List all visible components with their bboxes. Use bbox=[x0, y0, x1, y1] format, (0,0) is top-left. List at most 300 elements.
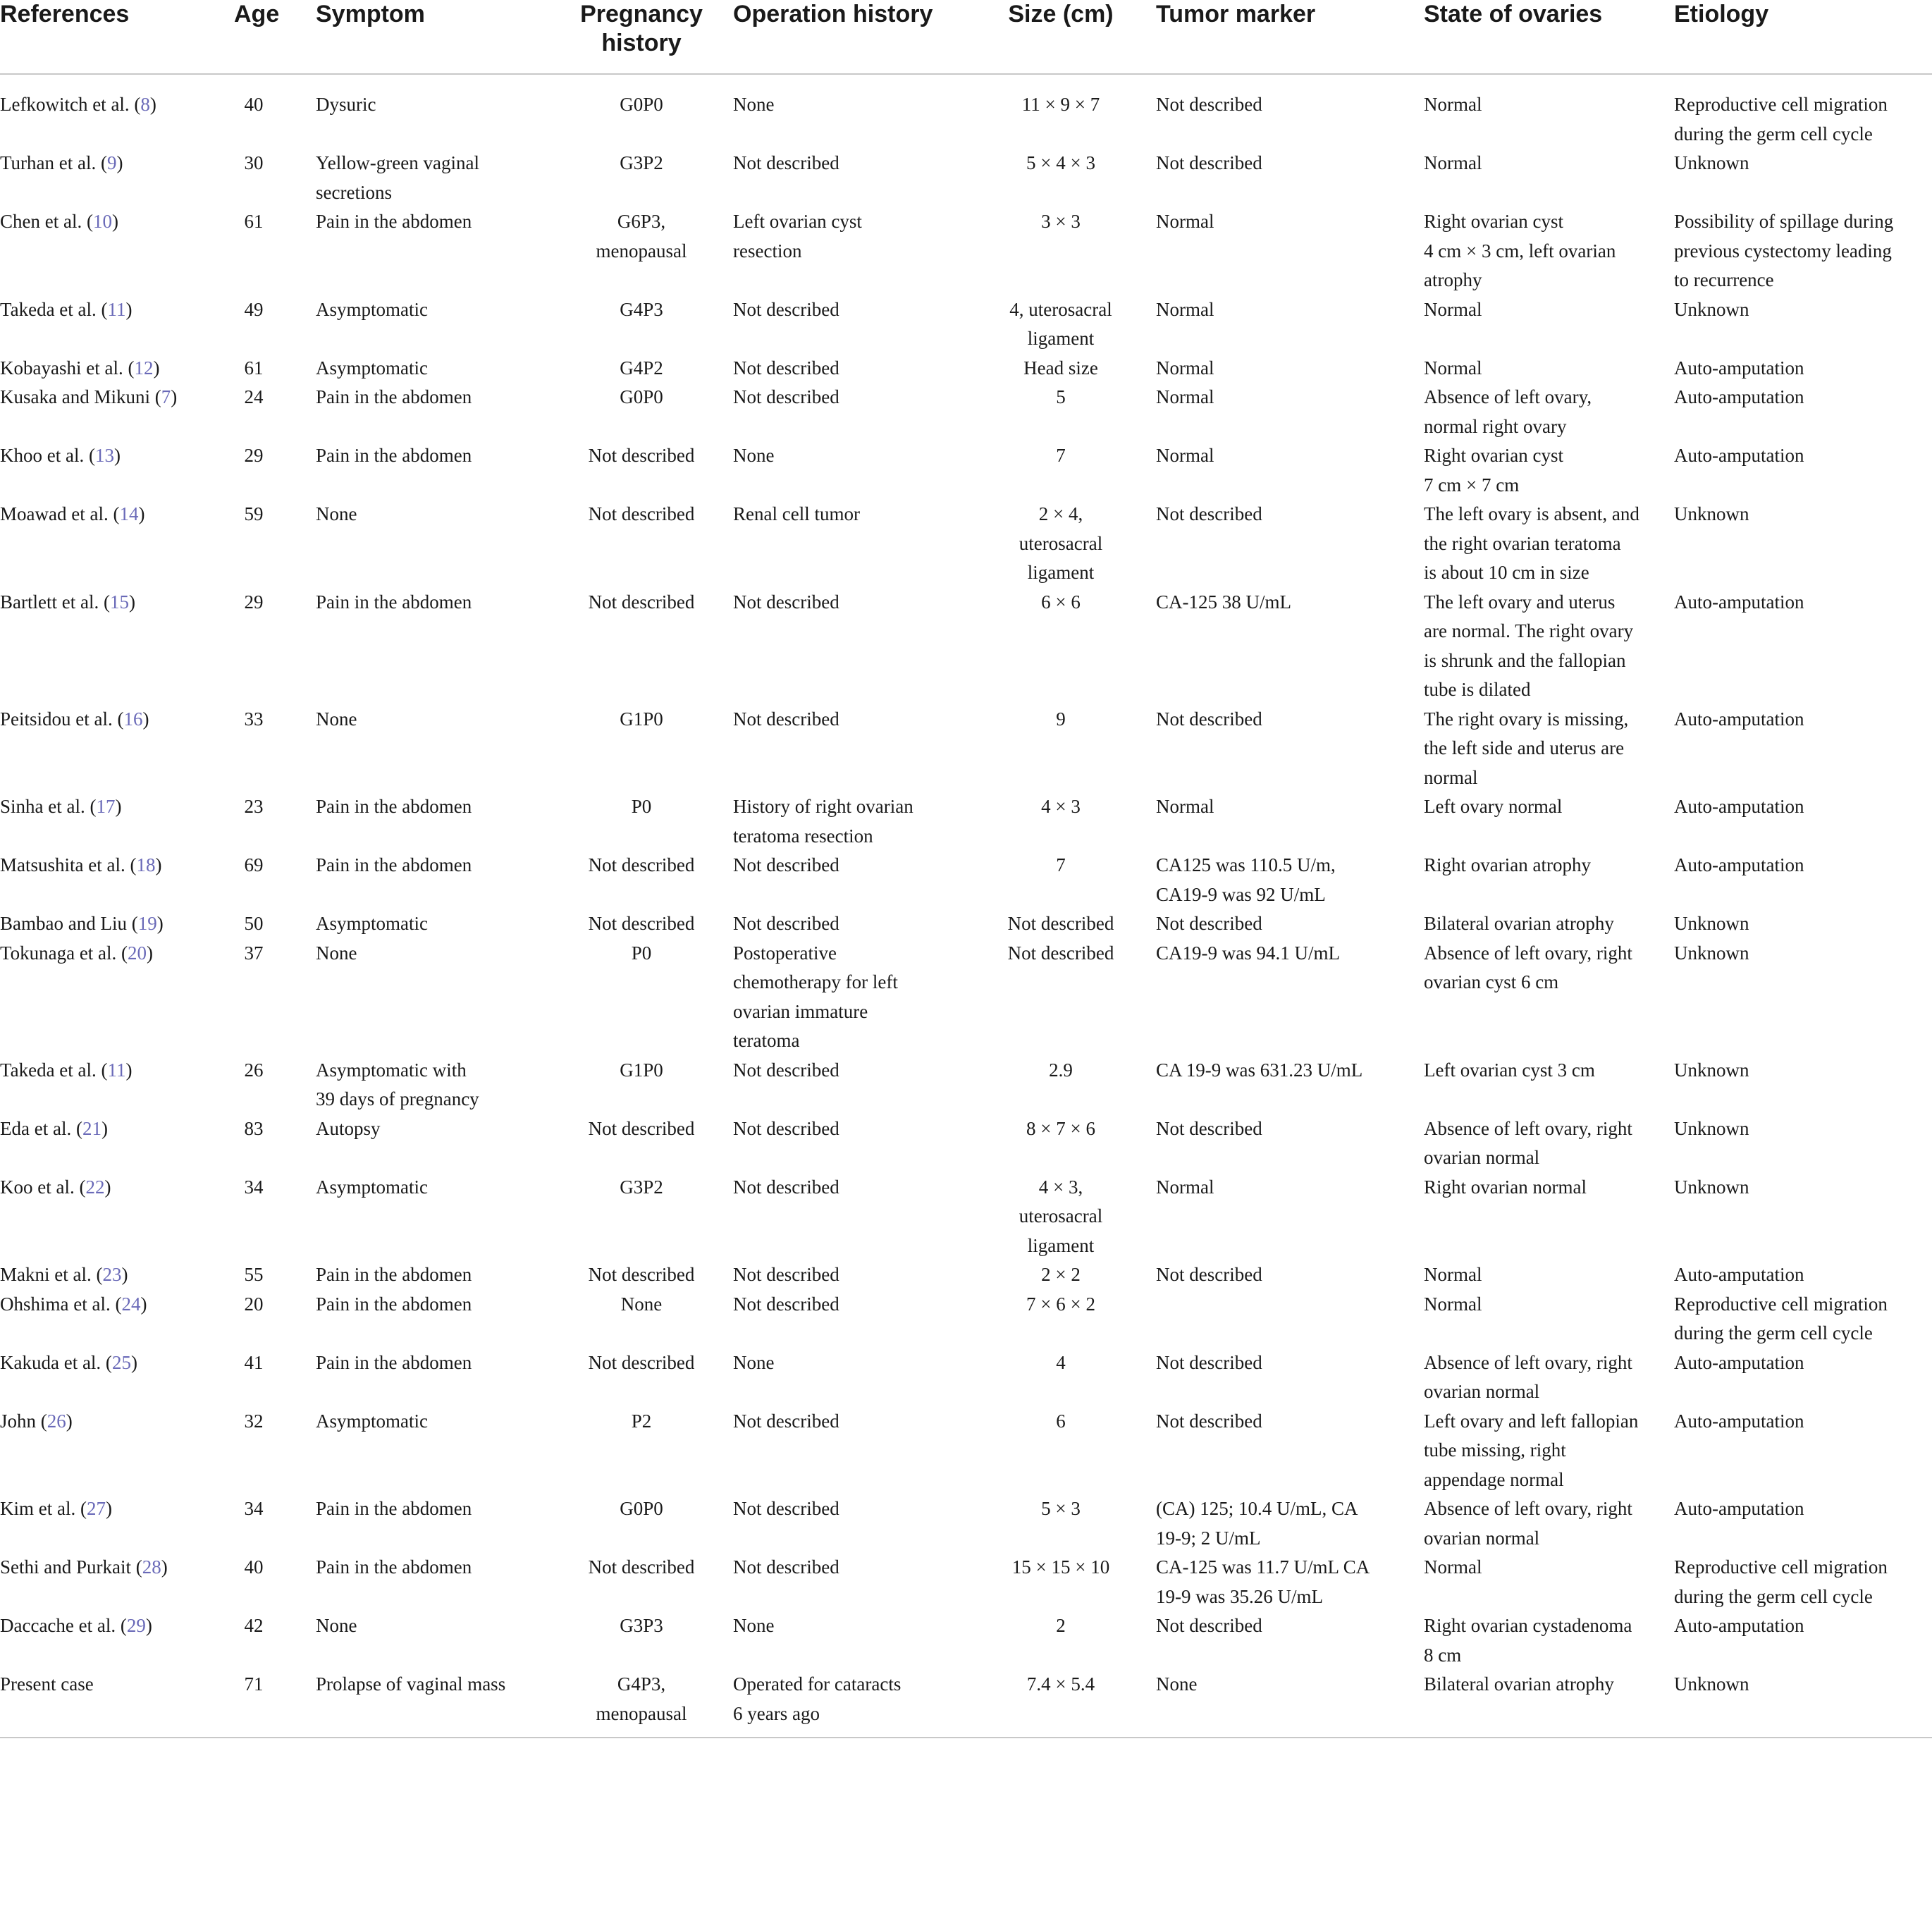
reference-author: Koo et al. ( bbox=[0, 1176, 86, 1198]
cell-state-of-ovaries: Bilateral ovarian atrophy bbox=[1424, 913, 1614, 934]
cell-pregnancy-history: Not described bbox=[588, 913, 695, 934]
cell-reference bbox=[0, 1056, 219, 1114]
reference-author: Kim et al. ( bbox=[0, 1498, 87, 1519]
reference-number-link[interactable]: 27 bbox=[86, 1498, 106, 1519]
cell-symptom: Pain in the abdomen bbox=[316, 591, 472, 613]
cell-symptom: Autopsy bbox=[316, 1117, 381, 1139]
cell-reference bbox=[0, 1407, 219, 1495]
cell-symptom: Pain in the abdomen bbox=[316, 445, 472, 466]
table-row bbox=[0, 383, 1932, 441]
cell-age: 33 bbox=[244, 708, 264, 730]
cell-size: 6 bbox=[1056, 1410, 1066, 1432]
cell-reference bbox=[0, 1290, 219, 1348]
cell-pregnancy-history: G4P3, menopausal bbox=[550, 1670, 733, 1738]
cell-age: 49 bbox=[244, 298, 264, 320]
cell-size: 5 × 3 bbox=[1041, 1498, 1081, 1519]
cell-operation-history: Not described bbox=[733, 708, 839, 730]
cell-etiology: Auto-amputation bbox=[1674, 1351, 1804, 1373]
cell-etiology: Possibility of spillage during previous cystectomy leading to recurrence bbox=[1674, 211, 1894, 290]
cell-state-of-ovaries: Normal bbox=[1424, 152, 1482, 173]
cell-state-of-ovaries: Absence of left ovary, normal right ovary bbox=[1424, 386, 1592, 437]
cell-state-of-ovaries: Normal bbox=[1424, 298, 1482, 320]
cell-size: 5 bbox=[1056, 386, 1066, 407]
table-row bbox=[0, 705, 1932, 793]
reference-number-link[interactable]: 16 bbox=[123, 708, 143, 730]
header-state-of-ovaries: State of ovaries bbox=[1399, 0, 1664, 74]
table-row bbox=[0, 500, 1932, 588]
cell-state-of-ovaries: Left ovary normal bbox=[1424, 796, 1563, 817]
cell-state-of-ovaries: The left ovary and uterus are normal. The right ovary is shrunk and the fallopian tube is dilated bbox=[1424, 591, 1634, 700]
reference-number-link[interactable]: 21 bbox=[82, 1117, 101, 1139]
table-row bbox=[0, 1553, 1932, 1611]
reference-close-paren: ) bbox=[121, 1264, 128, 1285]
reference-number-link[interactable]: 18 bbox=[136, 854, 156, 875]
cell-age: 32 bbox=[244, 1410, 264, 1432]
header-references: References bbox=[0, 0, 219, 74]
reference-close-paren: ) bbox=[104, 1176, 111, 1198]
cell-size: 4, uterosacral ligament bbox=[1009, 298, 1112, 349]
header-age: Age bbox=[219, 0, 289, 74]
cell-state-of-ovaries: Normal bbox=[1424, 1264, 1482, 1285]
cell-symptom: Prolapse of vaginal mass bbox=[289, 1670, 550, 1738]
table-row bbox=[0, 149, 1932, 207]
cell-reference bbox=[0, 74, 219, 149]
cell-symptom: Pain in the abdomen bbox=[316, 1351, 472, 1373]
table-row bbox=[0, 851, 1932, 909]
cell-age: 59 bbox=[244, 503, 264, 524]
cell-operation-history: Not described bbox=[733, 1117, 839, 1139]
cell-pregnancy-history: G0P0 bbox=[620, 1498, 663, 1519]
cell-symptom: Pain in the abdomen bbox=[316, 796, 472, 817]
cell-tumor-marker: None bbox=[1135, 1670, 1399, 1738]
cell-symptom: Pain in the abdomen bbox=[316, 854, 472, 875]
cell-tumor-marker: Not described bbox=[1156, 1117, 1262, 1139]
cell-state-of-ovaries: Left ovary and left fallopian tube missing, right appendage normal bbox=[1424, 1410, 1639, 1490]
reference-close-paren: ) bbox=[161, 1556, 168, 1578]
cell-size: 3 × 3 bbox=[1041, 211, 1081, 232]
cell-reference bbox=[0, 1260, 219, 1290]
cell-reference bbox=[0, 1114, 219, 1173]
cell-size: 6 × 6 bbox=[1041, 591, 1081, 613]
cell-reference bbox=[0, 207, 219, 295]
cell-operation-history: Not described bbox=[733, 1498, 839, 1519]
cell-reference bbox=[0, 1670, 219, 1738]
cell-tumor-marker: Not described bbox=[1156, 94, 1262, 115]
reference-close-paren: ) bbox=[115, 796, 122, 817]
cell-reference bbox=[0, 1173, 219, 1261]
reference-number-link[interactable]: 26 bbox=[47, 1410, 66, 1432]
cell-reference bbox=[0, 851, 219, 909]
cell-reference bbox=[0, 588, 219, 705]
cell-tumor-marker: Not described bbox=[1156, 1264, 1262, 1285]
cell-state-of-ovaries: Left ovarian cyst 3 cm bbox=[1424, 1059, 1595, 1081]
cell-pregnancy-history: Not described bbox=[588, 1556, 695, 1578]
table-row bbox=[0, 1290, 1932, 1348]
cell-reference bbox=[0, 354, 219, 383]
cell-symptom: Asymptomatic bbox=[316, 298, 428, 320]
cell-symptom: Asymptomatic bbox=[316, 1176, 428, 1198]
cell-size: Not described bbox=[1007, 942, 1114, 964]
table-row bbox=[0, 207, 1932, 295]
cell-symptom: Pain in the abdomen bbox=[316, 1498, 472, 1519]
cell-tumor-marker: Not described bbox=[1156, 1615, 1262, 1636]
cell-age: 37 bbox=[244, 942, 264, 964]
cell-size: 4 bbox=[1056, 1351, 1066, 1373]
cell-size: 2 bbox=[1056, 1615, 1066, 1636]
cell-reference bbox=[0, 792, 219, 851]
reference-author: Kobayashi et al. ( bbox=[0, 357, 135, 379]
cell-operation-history: None bbox=[733, 1615, 775, 1636]
cell-symptom: None bbox=[316, 503, 357, 524]
cell-reference bbox=[0, 1553, 219, 1611]
cell-size: 8 × 7 × 6 bbox=[1026, 1117, 1095, 1139]
cell-etiology: Unknown bbox=[1664, 1670, 1932, 1738]
table-row bbox=[0, 1260, 1932, 1290]
cell-age: 29 bbox=[244, 591, 264, 613]
reference-close-paren: ) bbox=[138, 503, 145, 524]
cell-tumor-marker: Not described bbox=[1156, 708, 1262, 730]
cell-reference bbox=[0, 295, 219, 354]
cell-pregnancy-history: Not described bbox=[588, 1117, 695, 1139]
reference-author: Turhan et al. ( bbox=[0, 152, 107, 173]
cell-tumor-marker: Not described bbox=[1156, 152, 1262, 173]
reference-number-link[interactable]: 29 bbox=[126, 1615, 146, 1636]
cell-reference bbox=[0, 1494, 219, 1553]
table-row bbox=[0, 354, 1932, 383]
reference-author: Khoo et al. ( bbox=[0, 445, 95, 466]
reference-number-link[interactable]: 19 bbox=[137, 913, 157, 934]
cell-operation-history: Not described bbox=[733, 1176, 839, 1198]
cell-reference bbox=[0, 1611, 219, 1670]
cell-pregnancy-history: G3P3 bbox=[620, 1615, 663, 1636]
cell-etiology: Unknown bbox=[1674, 1176, 1749, 1198]
table-row bbox=[0, 1611, 1932, 1670]
cell-age: 40 bbox=[244, 1556, 264, 1578]
cell-reference bbox=[0, 441, 219, 500]
cell-size: 2 × 4, uterosacral ligament bbox=[1019, 503, 1103, 583]
cell-etiology: Auto-amputation bbox=[1674, 796, 1804, 817]
reference-author: Kusaka and Mikuni ( bbox=[0, 386, 161, 407]
reference-number-link[interactable]: 14 bbox=[119, 503, 139, 524]
cell-size: 7 bbox=[1056, 854, 1066, 875]
cell-age: 29 bbox=[244, 445, 264, 466]
cell-operation-history: Left ovarian cyst resection bbox=[733, 211, 862, 262]
cell-age: 55 bbox=[244, 1264, 264, 1285]
table-row bbox=[0, 1348, 1932, 1407]
cell-tumor-marker: Normal bbox=[1156, 211, 1214, 232]
cell-operation-history: None bbox=[733, 1351, 775, 1373]
cell-age: 23 bbox=[244, 796, 264, 817]
cell-etiology: Auto-amputation bbox=[1674, 1615, 1804, 1636]
cell-tumor-marker: CA-125 38 U/mL bbox=[1156, 591, 1291, 613]
cell-tumor-marker: CA19-9 was 94.1 U/mL bbox=[1156, 942, 1340, 964]
reference-author: Makni et al. ( bbox=[0, 1264, 103, 1285]
reference-author: Matsushita et al. ( bbox=[0, 854, 137, 875]
cell-operation-history: Not described bbox=[733, 386, 839, 407]
cell-pregnancy-history: G4P2 bbox=[620, 357, 663, 379]
table-body bbox=[0, 74, 1932, 1738]
table-row bbox=[0, 1407, 1932, 1495]
cell-etiology: Auto-amputation bbox=[1674, 445, 1804, 466]
cell-state-of-ovaries: Normal bbox=[1424, 94, 1482, 115]
cell-symptom: Pain in the abdomen bbox=[316, 386, 472, 407]
cell-symptom: None bbox=[316, 708, 357, 730]
table-row bbox=[0, 588, 1932, 705]
reference-number-link[interactable]: 10 bbox=[92, 211, 112, 232]
cell-size: 15 × 15 × 10 bbox=[1011, 1556, 1110, 1578]
cell-etiology: Reproductive cell migration during the germ cell cycle bbox=[1674, 1293, 1888, 1344]
cell-age: 50 bbox=[244, 913, 264, 934]
cell-etiology: Unknown bbox=[1674, 298, 1749, 320]
reference-author: Sinha et al. ( bbox=[0, 796, 97, 817]
cell-pregnancy-history: None bbox=[620, 1293, 663, 1315]
reference-author: Takeda et al. ( bbox=[0, 298, 108, 320]
cell-pregnancy-history: Not described bbox=[588, 445, 695, 466]
reference-number-link[interactable]: 24 bbox=[121, 1293, 141, 1315]
reference-close-paren: ) bbox=[66, 1410, 73, 1432]
reference-number-link[interactable]: 13 bbox=[94, 445, 114, 466]
cell-reference bbox=[0, 1348, 219, 1407]
reference-author: Takeda et al. ( bbox=[0, 1059, 108, 1081]
cell-symptom: None bbox=[316, 1615, 357, 1636]
reference-number-link[interactable]: 7 bbox=[161, 386, 171, 407]
cell-symptom: Asymptomatic bbox=[316, 913, 428, 934]
cell-pregnancy-history: G3P2 bbox=[620, 1176, 663, 1198]
cell-reference bbox=[0, 500, 219, 588]
cell-etiology: Reproductive cell migration during the germ cell cycle bbox=[1674, 1556, 1888, 1607]
cell-reference bbox=[0, 149, 219, 207]
reference-author: Daccache et al. ( bbox=[0, 1615, 127, 1636]
cell-etiology: Auto-amputation bbox=[1674, 1264, 1804, 1285]
cell-symptom: Asymptomatic bbox=[316, 357, 428, 379]
table-row bbox=[0, 441, 1932, 500]
table-row bbox=[0, 939, 1932, 1056]
table-row bbox=[0, 1173, 1932, 1261]
cell-pregnancy-history: G1P0 bbox=[620, 1059, 663, 1081]
cell-operation-history: Not described bbox=[733, 298, 839, 320]
cell-tumor-marker: Normal bbox=[1156, 796, 1214, 817]
cell-symptom: Pain in the abdomen bbox=[316, 1293, 472, 1315]
reference-close-paren: ) bbox=[101, 1117, 108, 1139]
cell-operation-history: Not described bbox=[733, 152, 839, 173]
cell-tumor-marker: Not described bbox=[1156, 1351, 1262, 1373]
cell-size: 4 × 3, uterosacral ligament bbox=[1019, 1176, 1103, 1256]
cell-state-of-ovaries: The right ovary is missing, the left side and uterus are normal bbox=[1424, 708, 1629, 788]
cell-tumor-marker: Normal bbox=[1156, 298, 1214, 320]
cell-size: Head size bbox=[1023, 357, 1098, 379]
cell-operation-history: Renal cell tumor bbox=[733, 503, 860, 524]
reference-author: Ohshima et al. ( bbox=[0, 1293, 122, 1315]
cell-pregnancy-history: Not described bbox=[588, 1264, 695, 1285]
cell-age: 41 bbox=[244, 1351, 264, 1373]
header-size: Size (cm) bbox=[987, 0, 1135, 74]
cell-pregnancy-history: Not described bbox=[588, 591, 695, 613]
cell-state-of-ovaries: Right ovarian cyst 7 cm × 7 cm bbox=[1424, 445, 1563, 496]
cell-etiology: Unknown bbox=[1674, 1059, 1749, 1081]
cell-age: 83 bbox=[244, 1117, 264, 1139]
reference-number-link[interactable]: 11 bbox=[107, 1059, 126, 1081]
reference-close-paren: ) bbox=[147, 942, 154, 964]
table-row bbox=[0, 1494, 1932, 1553]
reference-author: John ( bbox=[0, 1410, 47, 1432]
cell-age: 34 bbox=[244, 1498, 264, 1519]
cell-etiology: Reproductive cell migration during the germ cell cycle bbox=[1674, 94, 1888, 145]
cell-symptom: Pain in the abdomen bbox=[316, 1556, 472, 1578]
cell-state-of-ovaries: Absence of left ovary, right ovarian normal bbox=[1424, 1117, 1632, 1168]
cell-size: 2 × 2 bbox=[1041, 1264, 1081, 1285]
cell-state-of-ovaries: Normal bbox=[1424, 1293, 1482, 1315]
cell-reference bbox=[0, 383, 219, 441]
reference-close-paren: ) bbox=[130, 1351, 137, 1373]
cell-age: 30 bbox=[244, 152, 264, 173]
cell-operation-history: Not described bbox=[733, 1293, 839, 1315]
cell-age: 40 bbox=[244, 94, 264, 115]
reference-number-link[interactable]: 25 bbox=[111, 1351, 131, 1373]
cell-operation-history: Not described bbox=[733, 1556, 839, 1578]
reference-number-link[interactable]: 23 bbox=[102, 1264, 122, 1285]
cell-etiology: Unknown bbox=[1674, 503, 1749, 524]
cell-pregnancy-history: G1P0 bbox=[620, 708, 663, 730]
reference-number-link[interactable]: 8 bbox=[140, 94, 150, 115]
cell-operation-history: Not described bbox=[733, 357, 839, 379]
header-pregnancy-history: Pregnancy history bbox=[550, 0, 733, 74]
cell-state-of-ovaries: Right ovarian cystadenoma 8 cm bbox=[1424, 1615, 1632, 1666]
cell-etiology: Unknown bbox=[1674, 152, 1749, 173]
reference-close-paren: ) bbox=[111, 211, 118, 232]
reference-close-paren: ) bbox=[116, 152, 123, 173]
cell-age: 24 bbox=[244, 386, 264, 407]
cell-tumor-marker: CA 19-9 was 631.23 U/mL bbox=[1156, 1059, 1363, 1081]
cell-reference bbox=[0, 909, 219, 939]
header-operation-history: Operation history bbox=[733, 0, 987, 74]
reference-author: Moawad et al. ( bbox=[0, 503, 120, 524]
table-row bbox=[0, 1670, 1932, 1738]
header-etiology: Etiology bbox=[1664, 0, 1932, 74]
cell-etiology: Unknown bbox=[1674, 942, 1749, 964]
reference-close-paren: ) bbox=[156, 913, 164, 934]
cell-tumor-marker: Not described bbox=[1156, 503, 1262, 524]
table-row bbox=[0, 1056, 1932, 1114]
reference-author: Bartlett et al. ( bbox=[0, 591, 110, 613]
reference-author: Sethi and Purkait ( bbox=[0, 1556, 142, 1578]
reference-author: Eda et al. ( bbox=[0, 1117, 82, 1139]
cell-operation-history: Not described bbox=[733, 1410, 839, 1432]
cell-reference bbox=[0, 705, 219, 793]
cell-pregnancy-history: G4P3 bbox=[620, 298, 663, 320]
reference-close-paren: ) bbox=[153, 357, 160, 379]
cell-operation-history: Not described bbox=[733, 1059, 839, 1081]
cell-age: 34 bbox=[244, 1176, 264, 1198]
cell-tumor-marker: Normal bbox=[1156, 445, 1214, 466]
cell-symptom: Pain in the abdomen bbox=[316, 1264, 472, 1285]
table-row bbox=[0, 909, 1932, 939]
reference-author: Tokunaga et al. ( bbox=[0, 942, 128, 964]
cell-pregnancy-history: G6P3, menopausal bbox=[596, 211, 687, 262]
reference-number-link[interactable]: 15 bbox=[109, 591, 129, 613]
cell-state-of-ovaries: Bilateral ovarian atrophy bbox=[1399, 1670, 1664, 1738]
reference-close-paren: ) bbox=[145, 1615, 152, 1636]
cell-state-of-ovaries: Right ovarian cyst 4 cm × 3 cm, left ovarian atrophy bbox=[1424, 211, 1616, 290]
reference-number-link[interactable]: 17 bbox=[96, 796, 116, 817]
reference-close-paren: ) bbox=[125, 298, 133, 320]
cell-etiology: Unknown bbox=[1674, 1117, 1749, 1139]
cell-tumor-marker: Normal bbox=[1156, 1176, 1214, 1198]
cell-pregnancy-history: Not described bbox=[588, 854, 695, 875]
cell-size: 11 × 9 × 7 bbox=[1021, 94, 1100, 115]
cell-tumor-marker: (CA) 125; 10.4 U/mL, CA 19-9; 2 U/mL bbox=[1156, 1498, 1358, 1549]
cell-age: 69 bbox=[244, 854, 264, 875]
reference-close-paren: ) bbox=[149, 94, 156, 115]
reference-number-link[interactable]: 12 bbox=[134, 357, 154, 379]
table-row bbox=[0, 295, 1932, 354]
reference-close-paren: ) bbox=[113, 445, 121, 466]
cell-state-of-ovaries: Normal bbox=[1424, 357, 1482, 379]
cell-size: 5 × 4 × 3 bbox=[1026, 152, 1095, 173]
cell-etiology: Auto-amputation bbox=[1674, 591, 1804, 613]
reference-author: Bambao and Liu ( bbox=[0, 913, 138, 934]
cell-operation-history: Not described bbox=[733, 1264, 839, 1285]
cell-age: 42 bbox=[244, 1615, 264, 1636]
reference-author: Peitsidou et al. ( bbox=[0, 708, 124, 730]
cell-pregnancy-history: P2 bbox=[631, 1410, 652, 1432]
cell-size: 7.4 × 5.4 bbox=[987, 1670, 1135, 1738]
cell-symptom: None bbox=[316, 942, 357, 964]
cell-symptom: Yellow-green vaginal secretions bbox=[316, 152, 479, 203]
cell-size: 4 × 3 bbox=[1041, 796, 1081, 817]
cell-tumor-marker: Normal bbox=[1156, 357, 1214, 379]
reference-number-link[interactable]: 20 bbox=[128, 942, 147, 964]
cell-size: 9 bbox=[1056, 708, 1066, 730]
cell-operation-history: Postoperative chemotherapy for left ovarian immature teratoma bbox=[733, 942, 898, 1051]
header-tumor-marker: Tumor marker bbox=[1135, 0, 1399, 74]
cell-age: 26 bbox=[244, 1059, 264, 1081]
reference-author: Chen et al. ( bbox=[0, 211, 93, 232]
cell-tumor-marker: CA-125 was 11.7 U/mL CA 19-9 was 35.26 U/mL bbox=[1156, 1556, 1370, 1607]
reference-number-link[interactable]: 22 bbox=[85, 1176, 105, 1198]
cell-pregnancy-history: G0P0 bbox=[620, 94, 663, 115]
cell-operation-history: Not described bbox=[733, 913, 839, 934]
cell-etiology: Auto-amputation bbox=[1674, 1498, 1804, 1519]
reference-close-paren: ) bbox=[140, 1293, 147, 1315]
cell-tumor-marker: Normal bbox=[1156, 386, 1214, 407]
header-symptom: Symptom bbox=[289, 0, 550, 74]
cell-etiology: Auto-amputation bbox=[1674, 386, 1804, 407]
reference-close-paren: ) bbox=[105, 1498, 112, 1519]
cell-state-of-ovaries: The left ovary is absent, and the right ovarian teratoma is about 10 cm in size bbox=[1424, 503, 1639, 583]
cell-operation-history: None bbox=[733, 445, 775, 466]
cell-state-of-ovaries: Absence of left ovary, right ovarian normal bbox=[1424, 1351, 1632, 1402]
reference-close-paren: ) bbox=[171, 386, 178, 407]
cell-pregnancy-history: Not described bbox=[588, 503, 695, 524]
cell-size: 7 × 6 × 2 bbox=[1026, 1293, 1095, 1315]
cell-etiology: Auto-amputation bbox=[1674, 357, 1804, 379]
cell-state-of-ovaries: Right ovarian atrophy bbox=[1424, 854, 1591, 875]
cell-symptom: Asymptomatic bbox=[316, 1410, 428, 1432]
reference-author: Present case bbox=[0, 1673, 94, 1695]
cell-age: 20 bbox=[244, 1293, 264, 1315]
reference-close-paren: ) bbox=[155, 854, 162, 875]
cell-operation-history: Not described bbox=[733, 591, 839, 613]
reference-number-link[interactable]: 11 bbox=[107, 298, 126, 320]
cell-pregnancy-history: P0 bbox=[631, 942, 652, 964]
cell-size: Not described bbox=[1007, 913, 1114, 934]
reference-number-link[interactable]: 28 bbox=[142, 1556, 161, 1578]
cell-size: 7 bbox=[1056, 445, 1066, 466]
cell-age: 61 bbox=[244, 211, 264, 232]
cell-age: 61 bbox=[244, 357, 264, 379]
reference-number-link[interactable]: 9 bbox=[106, 152, 117, 173]
cell-symptom: Dysuric bbox=[316, 94, 376, 115]
